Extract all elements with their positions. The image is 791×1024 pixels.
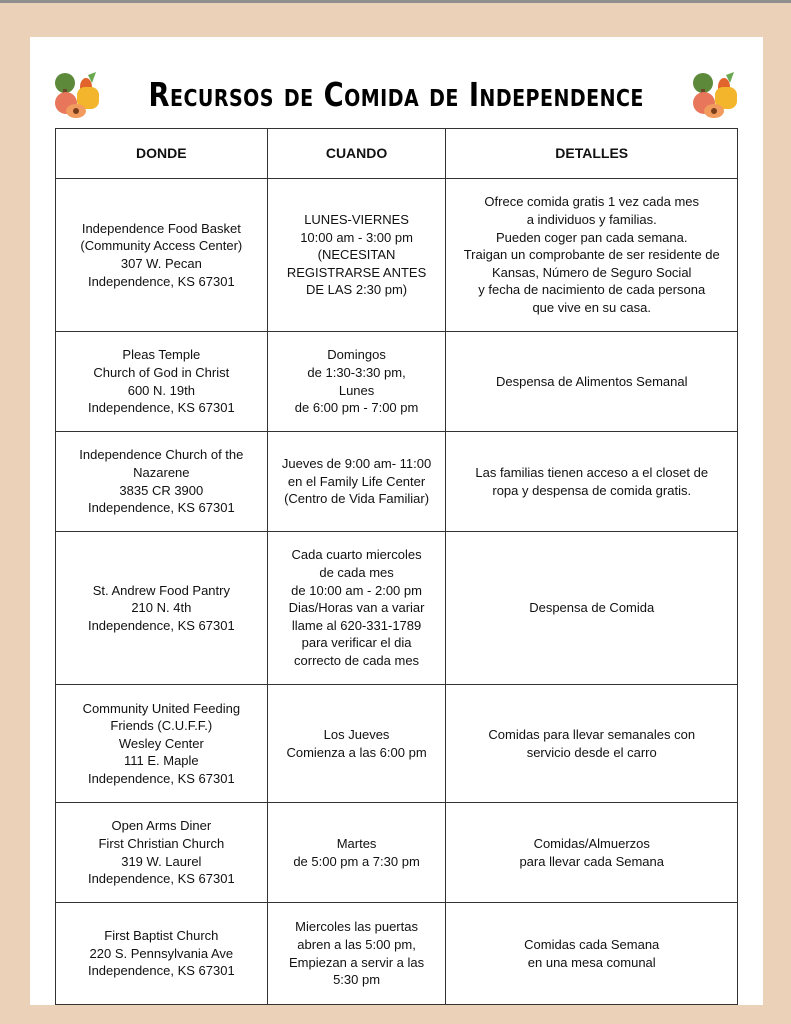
cuando-line: Jueves de 9:00 am- 11:00 bbox=[281, 456, 432, 472]
donde-line: Independence Food Basket bbox=[81, 220, 241, 236]
cuando-line: de 10:00 am - 2:00 pm bbox=[291, 582, 422, 598]
cuando-line: Empiezan a servir a las bbox=[289, 954, 425, 970]
cell-donde bbox=[56, 903, 268, 1005]
cuando-line: de cada mes bbox=[319, 565, 394, 581]
detalles-line: Despensa de Alimentos Semanal bbox=[495, 373, 688, 389]
table-row bbox=[56, 532, 738, 685]
donde-line: 307 W. Pecan bbox=[120, 256, 202, 271]
cell-detalles bbox=[446, 432, 738, 532]
donde-line: 220 S. Pennsylvania Ave bbox=[89, 945, 234, 961]
donde-line: Pleas Temple bbox=[122, 347, 201, 363]
donde-line: Independence, KS 67301 bbox=[87, 963, 235, 979]
cell-donde bbox=[56, 432, 268, 532]
cuando-line: en el Family Life Center bbox=[287, 473, 426, 489]
cell-cuando bbox=[267, 903, 446, 1005]
header-detalles: DETALLES bbox=[446, 129, 738, 179]
cuando-line: (Centro de Vida Familiar) bbox=[284, 491, 430, 507]
donde-line: Independence, KS 67301 bbox=[87, 871, 235, 887]
detalles-line: que vive en su casa. bbox=[532, 299, 651, 315]
donde-line: Independence, KS 67301 bbox=[87, 400, 235, 416]
detalles-line: y fecha de nacimiento de cada persona bbox=[478, 282, 706, 298]
detalles-line: en una mesa comunal bbox=[527, 954, 656, 970]
cell-detalles bbox=[446, 903, 738, 1005]
donde-line: 111 E. Maple bbox=[123, 753, 199, 769]
top-bar bbox=[0, 0, 791, 3]
table-row bbox=[56, 179, 738, 332]
cuando-line: Miercoles las puertas bbox=[295, 919, 418, 935]
donde-line: Nazarene bbox=[133, 464, 190, 480]
page-title bbox=[30, 69, 763, 119]
cell-detalles bbox=[446, 532, 738, 685]
cell-cuando bbox=[267, 685, 446, 803]
donde-line: Community United Feeding bbox=[82, 700, 241, 716]
table-row bbox=[56, 903, 738, 1005]
header-row bbox=[56, 129, 738, 179]
detalles-line: Comidas para llevar semanales con bbox=[488, 726, 696, 742]
cuando-line: Lunes bbox=[338, 382, 375, 398]
cell-donde bbox=[56, 332, 268, 432]
cuando-line: Comienza a las 6:00 pm bbox=[286, 744, 427, 760]
cell-cuando bbox=[267, 179, 446, 332]
detalles-line: Kansas, Número de Seguro Social bbox=[492, 264, 692, 280]
donde-line: St. Andrew Food Pantry bbox=[92, 582, 230, 598]
food-resources-table bbox=[55, 128, 738, 1005]
table-row bbox=[56, 432, 738, 532]
detalles-line: Ofrece comida gratis 1 vez cada mes bbox=[484, 194, 700, 210]
cell-donde bbox=[56, 803, 268, 903]
cell-cuando bbox=[267, 532, 446, 685]
donde-line: Friends (C.U.F.F.) bbox=[110, 718, 213, 734]
table-row bbox=[56, 803, 738, 903]
cuando-line: para verificar el dia bbox=[301, 635, 412, 651]
cell-donde bbox=[56, 532, 268, 685]
cell-cuando bbox=[267, 432, 446, 532]
detalles-line: servicio desde el carro bbox=[526, 744, 657, 760]
detalles-line: Traigan un comprobante de ser residente de bbox=[463, 247, 720, 263]
vegetables-icon bbox=[690, 69, 742, 121]
donde-line: 600 N. 19th bbox=[127, 382, 195, 398]
detalles-line: a individuos y familias. bbox=[526, 212, 657, 228]
cell-donde bbox=[56, 179, 268, 332]
donde-line: Independence, KS 67301 bbox=[87, 500, 235, 516]
cell-detalles bbox=[446, 332, 738, 432]
cuando-line: Los Jueves bbox=[323, 726, 390, 742]
cell-detalles bbox=[446, 803, 738, 903]
cuando-line: Martes bbox=[336, 835, 377, 851]
detalles-line: Comidas/Almuerzos bbox=[533, 835, 650, 851]
header-cuando: CUANDO bbox=[267, 129, 446, 179]
cuando-line: DE LAS 2:30 pm) bbox=[305, 282, 408, 298]
donde-line: Independence, KS 67301 bbox=[87, 770, 235, 786]
donde-line: Open Arms Diner bbox=[111, 818, 212, 834]
donde-line: First Christian Church bbox=[98, 835, 225, 851]
cuando-line: de 5:00 pm a 7:30 pm bbox=[293, 853, 420, 869]
donde-line: Wesley Center bbox=[118, 735, 204, 751]
donde-line: First Baptist Church bbox=[104, 928, 219, 944]
cuando-line: Cada cuarto miercoles bbox=[291, 547, 422, 563]
donde-line: Independence, KS 67301 bbox=[87, 617, 235, 633]
cell-detalles bbox=[446, 685, 738, 803]
document-page bbox=[30, 37, 763, 1005]
cell-donde bbox=[56, 685, 268, 803]
cuando-line: Domingos bbox=[327, 347, 386, 363]
cuando-line: 5:30 pm bbox=[333, 972, 381, 988]
cuando-line: llame al 620-331-1789 bbox=[291, 617, 422, 633]
detalles-line: para llevar cada Semana bbox=[519, 853, 664, 869]
detalles-line: Despensa de Comida bbox=[529, 600, 655, 616]
cuando-line: 10:00 am - 3:00 pm bbox=[300, 229, 413, 245]
header-donde: DONDE bbox=[56, 129, 268, 179]
detalles-line: Comidas cada Semana bbox=[524, 936, 660, 952]
donde-line: 319 W. Laurel bbox=[121, 853, 202, 869]
table-row bbox=[56, 332, 738, 432]
table-row bbox=[56, 685, 738, 803]
cuando-line: LUNES-VIERNES bbox=[304, 212, 409, 228]
detalles-line: Pueden coger pan cada semana. bbox=[495, 229, 688, 245]
donde-line: Church of God in Christ bbox=[93, 364, 230, 380]
cuando-line: (NECESITAN bbox=[317, 247, 396, 263]
cuando-line: de 6:00 pm - 7:00 pm bbox=[294, 400, 419, 416]
donde-line: Independence Church of the bbox=[79, 447, 244, 463]
cuando-line: Dias/Horas van a variar bbox=[288, 600, 425, 616]
cuando-line: correcto de cada mes bbox=[294, 652, 420, 668]
cell-cuando bbox=[267, 332, 446, 432]
cell-cuando bbox=[267, 803, 446, 903]
title-text: Recursos de Comida de Independence bbox=[148, 74, 645, 114]
cuando-line: de 1:30-3:30 pm, bbox=[307, 364, 406, 380]
detalles-line: Las familias tienen acceso a el closet de bbox=[475, 464, 709, 480]
donde-line: Independence, KS 67301 bbox=[87, 273, 235, 289]
donde-line: 3835 CR 3900 bbox=[119, 482, 204, 498]
cuando-line: REGISTRARSE ANTES bbox=[286, 264, 427, 280]
donde-line: 210 N. 4th bbox=[131, 600, 192, 616]
detalles-line: ropa y despensa de comida gratis. bbox=[492, 482, 692, 498]
cuando-line: abren a las 5:00 pm, bbox=[297, 936, 416, 952]
donde-line: (Community Access Center) bbox=[80, 238, 243, 254]
cell-detalles bbox=[446, 179, 738, 332]
